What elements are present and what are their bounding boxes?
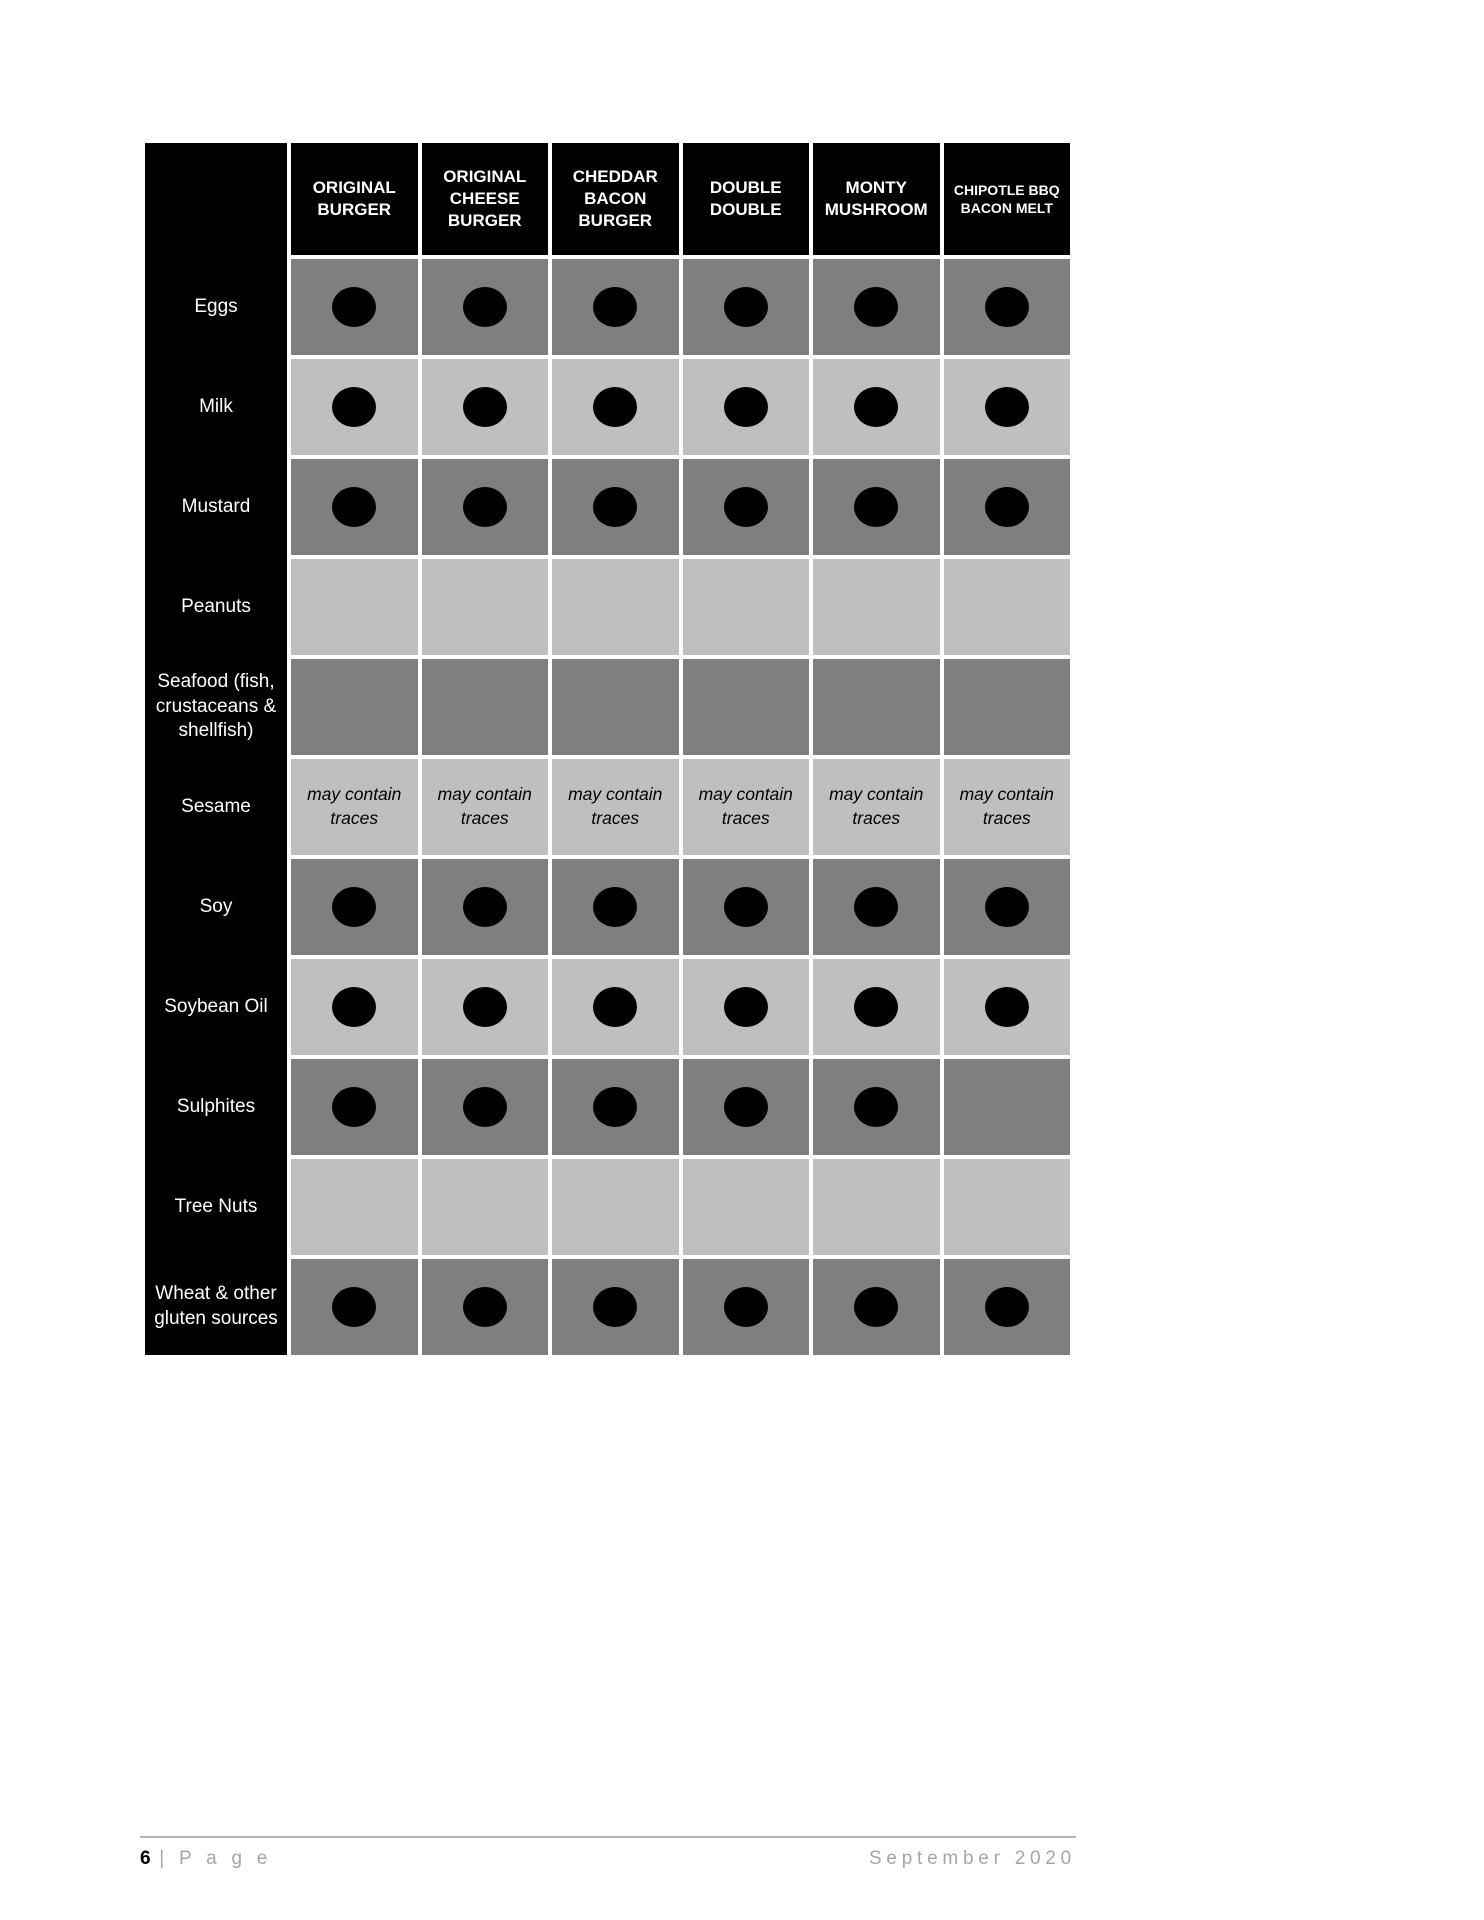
allergen-cell	[813, 1259, 940, 1355]
allergen-cell	[944, 959, 1071, 1055]
row-label: Soy	[145, 859, 287, 955]
presence-dot	[985, 987, 1029, 1027]
column-header: CHIPOTLE BBQ BACON MELT	[944, 143, 1071, 255]
allergen-cell	[552, 959, 679, 1055]
trace-note-cell: may contain traces	[552, 759, 679, 855]
allergen-cell	[683, 1059, 810, 1155]
row-label: Tree Nuts	[145, 1159, 287, 1255]
presence-dot	[463, 487, 507, 527]
page-number: 6	[140, 1848, 154, 1869]
presence-dot	[854, 487, 898, 527]
trace-note-cell: may contain traces	[944, 759, 1071, 855]
allergen-cell	[683, 859, 810, 955]
allergen-cell	[552, 559, 679, 655]
allergen-cell	[422, 959, 549, 1055]
allergen-cell	[552, 259, 679, 355]
row-label: Soybean Oil	[145, 959, 287, 1055]
allergen-cell	[552, 859, 679, 955]
presence-dot	[854, 1087, 898, 1127]
trace-note-cell: may contain traces	[813, 759, 940, 855]
allergen-cell	[813, 1059, 940, 1155]
column-header: DOUBLE DOUBLE	[683, 143, 810, 255]
allergen-cell	[944, 659, 1071, 755]
allergen-cell	[944, 1059, 1071, 1155]
allergen-cell	[944, 259, 1071, 355]
allergen-cell	[813, 1159, 940, 1255]
allergen-cell	[291, 659, 418, 755]
trace-note-cell: may contain traces	[683, 759, 810, 855]
allergen-cell	[813, 859, 940, 955]
presence-dot	[332, 387, 376, 427]
presence-dot	[593, 287, 637, 327]
row-label: Eggs	[145, 259, 287, 355]
allergen-cell	[422, 659, 549, 755]
allergen-cell	[291, 1059, 418, 1155]
presence-dot	[854, 1287, 898, 1327]
allergen-cell	[422, 1059, 549, 1155]
column-header: MONTY MUSHROOM	[813, 143, 940, 255]
presence-dot	[854, 387, 898, 427]
allergen-cell	[422, 859, 549, 955]
presence-dot	[724, 987, 768, 1027]
trace-note-cell: may contain traces	[291, 759, 418, 855]
allergen-cell	[683, 1259, 810, 1355]
allergen-cell	[683, 659, 810, 755]
allergen-cell	[291, 459, 418, 555]
row-label: Mustard	[145, 459, 287, 555]
allergen-cell	[552, 1259, 679, 1355]
allergen-cell	[683, 959, 810, 1055]
page-number-block	[140, 1848, 272, 1870]
allergen-grid	[145, 143, 1070, 1355]
footer-date: September 2020	[869, 1848, 1076, 1869]
presence-dot	[332, 1087, 376, 1127]
allergen-cell	[944, 1159, 1071, 1255]
allergen-cell	[552, 1159, 679, 1255]
allergen-cell	[552, 359, 679, 455]
presence-dot	[332, 487, 376, 527]
presence-dot	[332, 1287, 376, 1327]
presence-dot	[332, 287, 376, 327]
presence-dot	[985, 487, 1029, 527]
allergen-cell	[944, 1259, 1071, 1355]
allergen-cell	[683, 459, 810, 555]
row-label: Sulphites	[145, 1059, 287, 1155]
row-label: Milk	[145, 359, 287, 455]
allergen-cell	[422, 459, 549, 555]
allergen-cell	[813, 459, 940, 555]
presence-dot	[985, 1287, 1029, 1327]
trace-note-cell: may contain traces	[422, 759, 549, 855]
allergen-cell	[813, 359, 940, 455]
row-label: Wheat & other gluten sources	[145, 1259, 287, 1355]
presence-dot	[985, 887, 1029, 927]
allergen-cell	[813, 959, 940, 1055]
row-label: Sesame	[145, 759, 287, 855]
allergen-cell	[291, 859, 418, 955]
presence-dot	[724, 387, 768, 427]
allergen-cell	[291, 1159, 418, 1255]
allergen-cell	[422, 1259, 549, 1355]
allergen-cell	[944, 559, 1071, 655]
presence-dot	[854, 987, 898, 1027]
allergen-cell	[813, 259, 940, 355]
presence-dot	[985, 287, 1029, 327]
presence-dot	[724, 1287, 768, 1327]
presence-dot	[724, 1087, 768, 1127]
presence-dot	[724, 487, 768, 527]
presence-dot	[593, 987, 637, 1027]
allergen-cell	[422, 559, 549, 655]
allergen-cell	[683, 359, 810, 455]
presence-dot	[593, 887, 637, 927]
allergen-cell	[422, 1159, 549, 1255]
column-header: ORIGINAL CHEESE BURGER	[422, 143, 549, 255]
allergen-cell	[944, 859, 1071, 955]
presence-dot	[985, 387, 1029, 427]
allergen-cell	[291, 359, 418, 455]
presence-dot	[463, 1287, 507, 1327]
presence-dot	[332, 987, 376, 1027]
corner-cell	[145, 143, 287, 255]
allergen-cell	[422, 359, 549, 455]
allergen-cell	[552, 659, 679, 755]
allergen-cell	[422, 259, 549, 355]
row-label: Seafood (fish, crustaceans & shellfish)	[145, 659, 287, 755]
presence-dot	[593, 387, 637, 427]
presence-dot	[463, 1087, 507, 1127]
allergen-cell	[683, 259, 810, 355]
allergen-cell	[291, 559, 418, 655]
row-label: Peanuts	[145, 559, 287, 655]
presence-dot	[463, 887, 507, 927]
column-header: CHEDDAR BACON BURGER	[552, 143, 679, 255]
presence-dot	[724, 887, 768, 927]
allergen-cell	[552, 1059, 679, 1155]
column-header: ORIGINAL BURGER	[291, 143, 418, 255]
allergen-cell	[813, 659, 940, 755]
allergen-cell	[291, 259, 418, 355]
page-word: | P a g e	[159, 1848, 273, 1869]
presence-dot	[593, 1287, 637, 1327]
presence-dot	[854, 887, 898, 927]
presence-dot	[463, 387, 507, 427]
presence-dot	[724, 287, 768, 327]
allergen-cell	[552, 459, 679, 555]
allergen-cell	[813, 559, 940, 655]
allergen-cell	[291, 959, 418, 1055]
presence-dot	[854, 287, 898, 327]
page-footer	[140, 1836, 1076, 1870]
allergen-cell	[683, 1159, 810, 1255]
presence-dot	[332, 887, 376, 927]
allergen-cell	[944, 359, 1071, 455]
presence-dot	[593, 487, 637, 527]
presence-dot	[463, 287, 507, 327]
allergen-cell	[944, 459, 1071, 555]
allergen-table	[145, 143, 1070, 1355]
presence-dot	[593, 1087, 637, 1127]
allergen-cell	[291, 1259, 418, 1355]
allergen-cell	[683, 559, 810, 655]
presence-dot	[463, 987, 507, 1027]
